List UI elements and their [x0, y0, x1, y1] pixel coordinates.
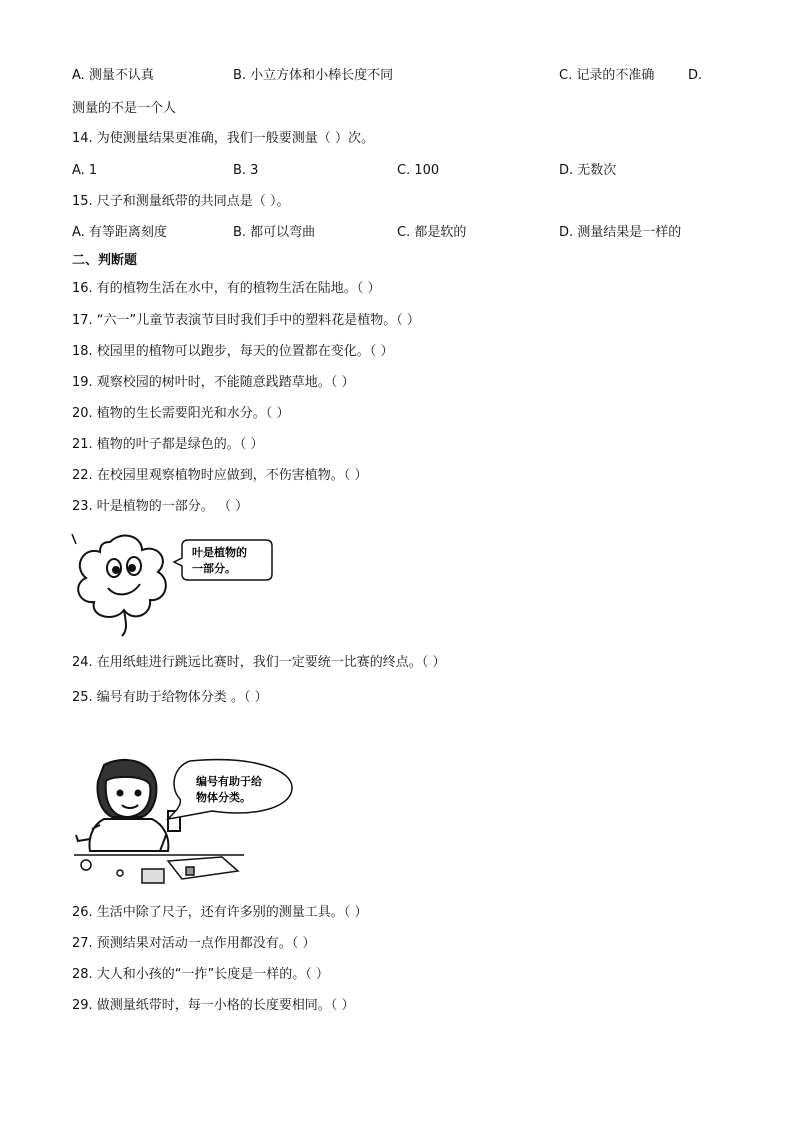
question-29: 29. 做测量纸带时，每一小格的长度要相同。（ ）	[72, 998, 355, 1013]
question-23: 23. 叶是植物的一部分。 （ ）	[72, 499, 249, 514]
q13-option-c: C. 记录的不准确	[559, 68, 655, 83]
question-18: 18. 校园里的植物可以跑步，每天的位置都在变化。（ ）	[72, 344, 394, 359]
q14-option-b: B. 3	[233, 163, 259, 178]
question-24: 24. 在用纸蛙进行跳远比赛时，我们一定要统一比赛的终点。（ ）	[72, 655, 446, 670]
question-28: 28. 大人和小孩的“一拃”长度是一样的。（ ）	[72, 967, 329, 982]
speech-bubble	[168, 760, 292, 819]
leaf-cartoon-illustration	[70, 530, 285, 640]
q15-option-c: C. 都是软的	[397, 225, 467, 240]
table-scene	[74, 855, 244, 883]
q15-option-b: B. 都可以弯曲	[233, 225, 316, 240]
q13-option-d-continued: 测量的不是一个人	[72, 101, 177, 116]
bubble-line-1: 编号有助于给	[196, 775, 262, 788]
boy-cartoon-illustration	[72, 755, 302, 890]
question-15: 15. 尺子和测量纸带的共同点是（ ）。	[72, 194, 290, 209]
bubble-line-2: 物体分类。	[196, 791, 251, 804]
section-title: 二、判断题	[72, 253, 138, 268]
question-17: 17. “六一”儿童节表演节目时我们手中的塑料花是植物。（ ）	[72, 313, 420, 328]
question-25: 25. 编号有助于给物体分类 。（ ）	[72, 690, 268, 705]
question-22: 22. 在校园里观察植物时应做到，不伤害植物。（ ）	[72, 468, 368, 483]
q15-option-d: D. 测量结果是一样的	[559, 225, 682, 240]
q14-option-c: C. 100	[397, 163, 440, 178]
q14-option-d: D. 无数次	[559, 163, 617, 178]
q13-option-d: D.	[688, 68, 703, 83]
q15-option-a: A. 有等距离刻度	[72, 225, 167, 240]
question-19: 19. 观察校园的树叶时，不能随意践踏草地。（ ）	[72, 375, 355, 390]
q13-option-b: B. 小立方体和小棒长度不同	[233, 68, 394, 83]
leaf-character	[72, 534, 166, 636]
question-21: 21. 植物的叶子都是绿色的。（ ）	[72, 437, 264, 452]
bubble-line-1: 叶是植物的	[192, 546, 247, 559]
question-14: 14. 为使测量结果更准确，我们一般要测量（ ）次。	[72, 131, 374, 146]
bubble-line-2: 一部分。	[192, 562, 236, 575]
question-27: 27. 预测结果对活动一点作用都没有。（ ）	[72, 936, 316, 951]
q13-option-a: A. 测量不认真	[72, 68, 154, 83]
q14-option-a: A. 1	[72, 163, 98, 178]
question-20: 20. 植物的生长需要阳光和水分。（ ）	[72, 406, 290, 421]
question-26: 26. 生活中除了尺子，还有许多别的测量工具。（ ）	[72, 905, 368, 920]
question-16: 16. 有的植物生活在水中，有的植物生活在陆地。（ ）	[72, 281, 381, 296]
boy-character	[76, 760, 180, 851]
